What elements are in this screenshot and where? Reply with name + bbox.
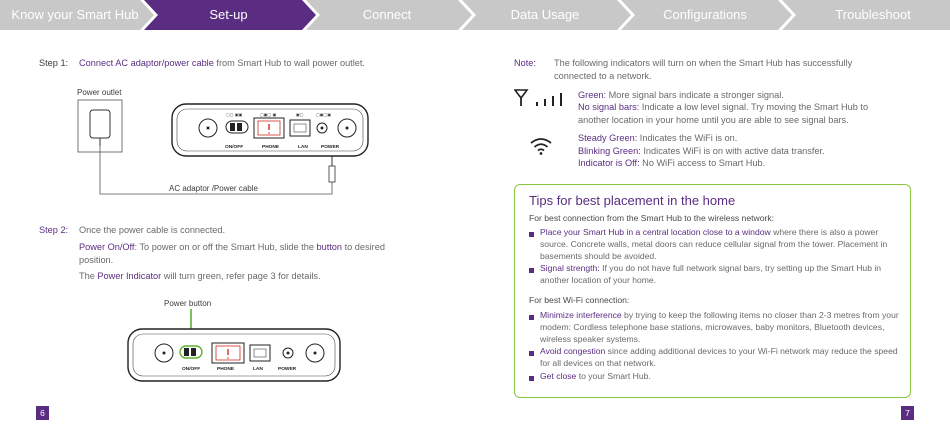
signal-nosig-text <box>578 101 898 126</box>
step2-power-onoff <box>79 241 419 266</box>
wifi-steady-desc: Indicates the WiFi is on. <box>637 133 738 143</box>
signal-nosig-desc: Indicate a low level signal. Try moving the Smart Hub to another location in your home until you are able to see signal bars. <box>578 102 869 125</box>
tips-box <box>514 184 911 398</box>
step2-power-indicator <box>79 270 459 283</box>
d1-port-power: POWER <box>321 145 340 150</box>
step2-pi-b: will turn green, refer page 3 for details. <box>161 271 321 281</box>
signal-nosig-label: No signal bars: <box>578 102 640 112</box>
tab-connect[interactable]: Connect <box>362 7 412 22</box>
step2-power-onoff-rest-a: : To power on or off the Smart Hub, slide the <box>134 242 317 252</box>
tip1-strong: Place your Smart Hub in a central location close to a window <box>540 227 771 237</box>
svg-text:▢▣▢ ▣: ▢▣▢ ▣ <box>260 112 277 117</box>
step1-text <box>79 57 479 70</box>
bullet-marker <box>529 232 534 237</box>
step2-power-onoff-strong: Power On/Off <box>79 242 135 252</box>
step2-pi-strong: Power Indicator <box>97 271 162 281</box>
wifi-steady-label: Steady Green: <box>578 133 638 143</box>
tip4-rest: since adding additional devices to your Wi-Fi network may reduce the speed for all devices on that network. <box>540 346 898 368</box>
signal-green-desc: More signal bars indicate a stronger signal. <box>606 90 784 100</box>
wifi-blink-label: Blinking Green: <box>578 146 641 156</box>
d1-port-onoff: ON/OFF <box>225 145 244 150</box>
step2-line1: Once the power cable is connected. <box>79 225 226 235</box>
bullet-marker <box>529 351 534 356</box>
tip-central-location <box>540 227 900 262</box>
wifi-blink-desc: Indicates WiFi is on with active data transfer. <box>640 146 825 156</box>
step2-pi-a: The <box>79 271 98 281</box>
wifi-off-text <box>578 157 898 170</box>
wifi-off-label: Indicator is Off: <box>578 158 640 168</box>
step1-rest: from Smart Hub to wall power outlet. <box>213 58 365 68</box>
tip3-strong: Minimize interference <box>540 310 622 320</box>
tip5-strong: Get close <box>540 371 577 381</box>
note-label: Note: <box>514 58 536 68</box>
step2-label <box>39 224 68 237</box>
tips-title: Tips for best placement in the home <box>529 193 736 208</box>
tab-configurations[interactable]: Configurations <box>663 7 747 22</box>
tips-wifi-intro: For best Wi-Fi connection: <box>529 295 630 305</box>
step1-strong: Connect AC adaptor/power cable <box>79 58 214 68</box>
power-button-label: Power button <box>164 299 212 308</box>
page-number-left: 6 <box>36 406 49 420</box>
bullet-marker <box>529 268 534 273</box>
wifi-off-desc: No WiFi access to Smart Hub. <box>639 158 766 168</box>
tip1-rest: where there is also a power source. Concrete walls, metal doors can reduce cellular signal from the tower. Placement in basements should be avoided. <box>540 227 888 261</box>
svg-text:▣▢: ▣▢ <box>296 112 304 117</box>
tip-minimize-interference <box>540 310 900 345</box>
d2-port-onoff: ON/OFF <box>182 367 201 372</box>
wifi-blink-text <box>578 145 898 158</box>
tip2-strong: Signal strength: <box>540 263 600 273</box>
svg-text:▢▣▢▣: ▢▣▢▣ <box>316 112 332 117</box>
signal-bars-icon <box>514 88 566 108</box>
tip5-rest: to your Smart Hub. <box>576 371 651 381</box>
tip4-strong: Avoid congestion <box>540 346 606 356</box>
power-outlet-label: Power outlet <box>77 88 122 97</box>
tip-signal-strength <box>540 263 900 287</box>
step1-label: Step 1: <box>39 58 69 68</box>
diagram-power-button <box>120 305 350 385</box>
tip2-rest: If you do not have full network signal bars, try setting up the Smart Hub in another location of your home. <box>540 263 882 285</box>
d2-port-power: POWER <box>278 367 297 372</box>
tab-know-your-smart-hub[interactable]: Know your Smart Hub <box>11 7 139 22</box>
d2-port-phone: PHONE <box>217 367 235 372</box>
tab-data-usage[interactable]: Data Usage <box>510 7 580 22</box>
tip3-rest: by trying to keep the following items no closer than 2-3 metres from your modem: Cordless telephone base stations, microwaves, baby monitors, Bluetooth devices, wireless speaker systems. <box>540 310 899 344</box>
tips-wireless-intro: For best connection from the Smart Hub to the wireless network: <box>529 213 775 223</box>
top-navigation <box>0 0 950 30</box>
step2-power-onoff-rest-b: to desired position. <box>79 242 385 265</box>
step2-label-text: Step 2: <box>39 225 69 235</box>
bullet-marker <box>529 376 534 381</box>
d1-port-phone: PHONE <box>262 145 280 150</box>
signal-green-text <box>578 89 898 102</box>
wifi-icon <box>529 136 553 156</box>
d2-port-lan: LAN <box>253 367 263 372</box>
page-number-right: 7 <box>901 406 914 420</box>
signal-green-label: Green: <box>578 90 607 100</box>
d1-port-lan: LAN <box>298 145 308 150</box>
tab-set-up[interactable]: Set-up <box>209 7 248 22</box>
svg-text:▢▢ ▣▣: ▢▢ ▣▣ <box>226 112 243 117</box>
tip-avoid-congestion <box>540 346 900 370</box>
bullet-marker <box>529 315 534 320</box>
tip-get-close <box>540 371 900 383</box>
adaptor-cable-label: AC adaptor /Power cable <box>169 184 258 193</box>
note-text: The following indicators will turn on when the Smart Hub has successfully connected to a network. <box>554 58 853 81</box>
step2-button-strong: button <box>316 242 343 252</box>
tab-troubleshoot[interactable]: Troubleshoot <box>835 7 911 22</box>
wifi-steady-text <box>578 132 898 145</box>
